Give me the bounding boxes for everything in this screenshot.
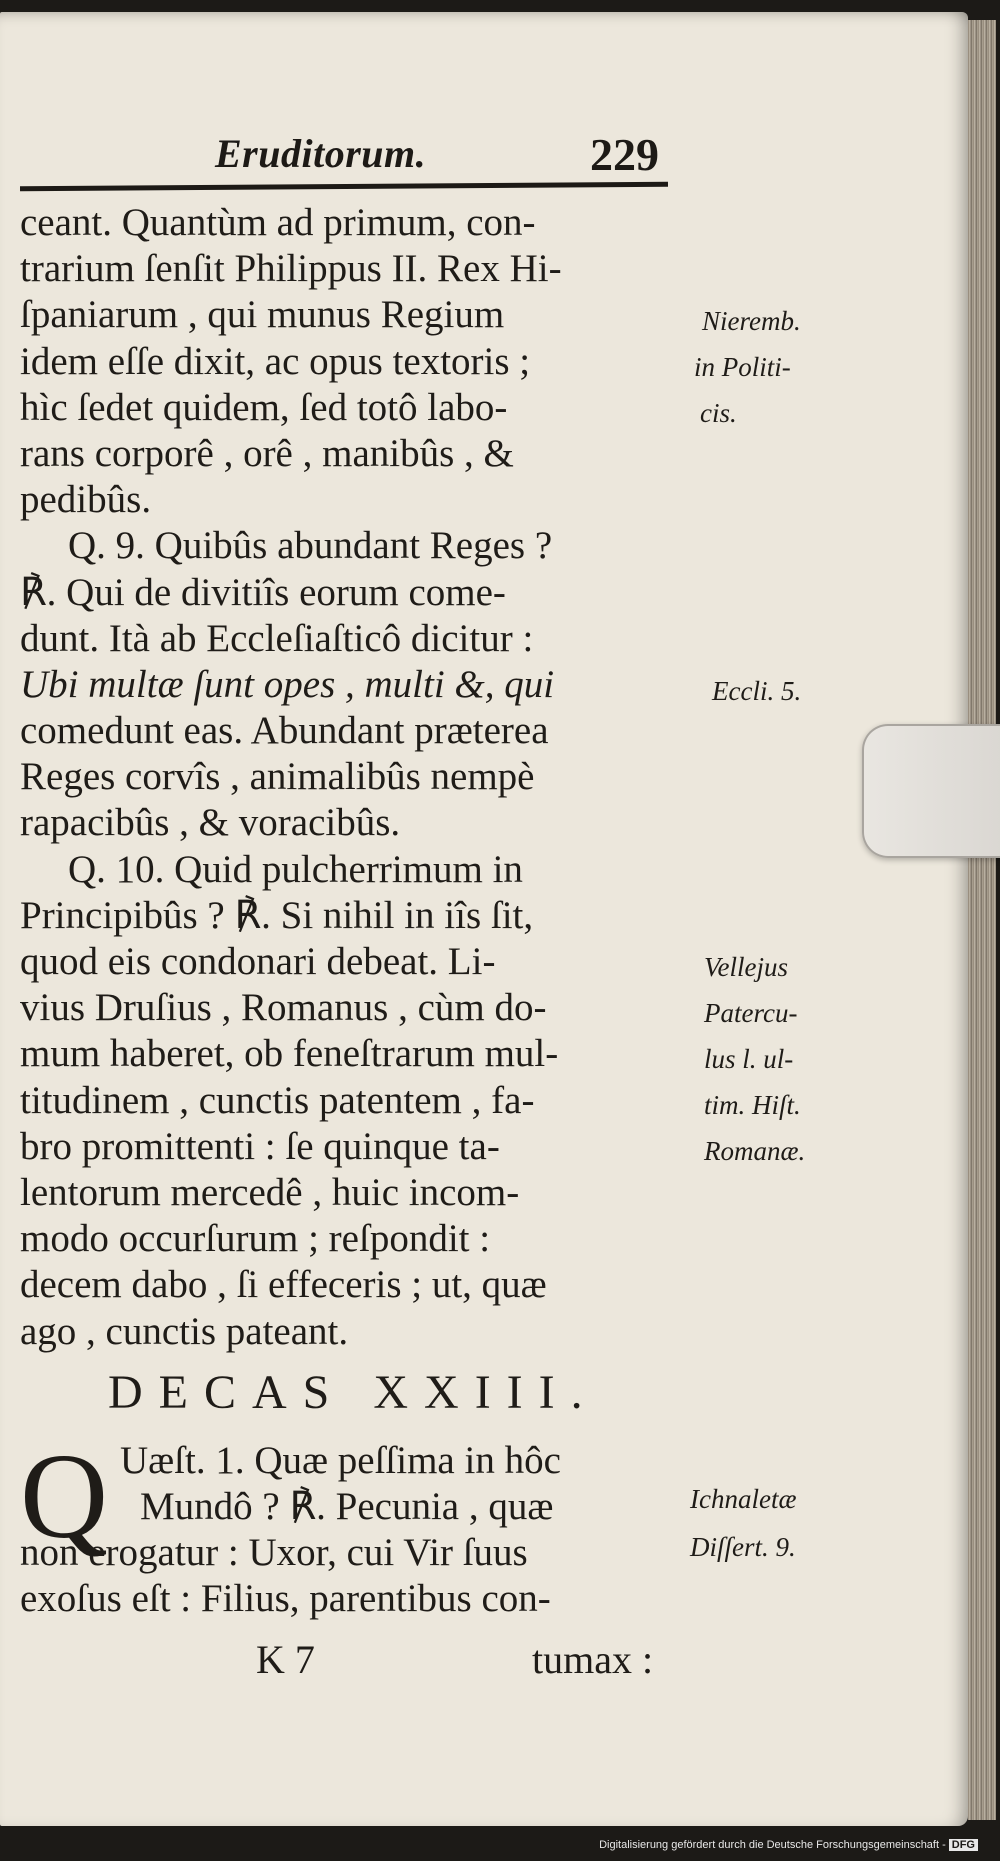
quote-line: Ubi multæ ſunt opes , multi &, qui <box>20 662 555 706</box>
margin-note: Patercu- <box>704 998 798 1028</box>
text-line: idem eſſe dixit, ac opus textoris ; <box>20 339 531 383</box>
section-heading: DECAS XXIII. <box>108 1366 599 1419</box>
margin-note: Vellejus <box>704 952 788 982</box>
text-line: comedunt eas. Abundant præterea <box>20 709 549 753</box>
question-line: Q. 9. Quibûs abundant Reges ? <box>68 524 553 568</box>
text-line: Reges corvîs , animalibûs nempè <box>20 755 535 799</box>
text-line: trarium ſenſit Philippus II. Rex Hi- <box>20 247 562 291</box>
text-line: Mundô ? ℟. Pecunia , quæ <box>140 1485 554 1529</box>
margin-note: Diſſert. 9. <box>690 1532 796 1562</box>
text-line: modo occurſurum ; reſpondit : <box>20 1217 491 1261</box>
text-line: ſpaniarum , qui munus Regium <box>20 293 505 337</box>
text-line: Principibûs ? ℟. Si nihil in iîs ſit, <box>20 893 534 937</box>
text-line: ℟. Qui de divitiîs eorum come- <box>20 570 506 614</box>
text-line: rapacibûs , & voracibûs. <box>20 801 401 845</box>
text-line: mum haberet, ob feneſtrarum mul- <box>20 1032 559 1076</box>
text-line: vius Druſius , Romanus , cùm do- <box>20 986 547 1030</box>
text-line: lentorum mercedê , huic incom- <box>20 1170 520 1214</box>
margin-note: in Politi- <box>694 352 791 382</box>
drop-cap-text <box>120 1438 680 1530</box>
credit-text: Digitalisierung gefördert durch die Deutsche Forschungsgemeinschaft - <box>599 1839 946 1851</box>
margin-note: lus l. ul- <box>704 1044 794 1074</box>
text-line: titudinem , cunctis patentem , fa- <box>20 1078 535 1122</box>
digitization-credit <box>595 1837 982 1853</box>
dfg-logo: DFG <box>949 1839 978 1851</box>
body-text <box>20 200 700 1355</box>
margin-note: Nieremb. <box>702 306 801 336</box>
text-line: non erogatur : Uxor, cui Vir ſuus <box>20 1531 528 1574</box>
margin-note: Romanæ. <box>704 1136 806 1166</box>
text-line: rans corporê , orê , manibûs , & <box>20 431 514 475</box>
margin-note: Eccli. 5. <box>712 676 802 706</box>
margin-note: tim. Hiſt. <box>704 1090 801 1120</box>
text-line: ceant. Quantùm ad primum, con- <box>20 201 536 244</box>
margin-note: cis. <box>700 398 737 428</box>
text-line: bro promittenti : ſe quinque ta- <box>20 1124 500 1168</box>
drop-cap: Q <box>20 1429 109 1564</box>
text-line: ago , cunctis pateant. <box>20 1309 349 1353</box>
page-clip <box>862 724 1000 858</box>
text-line: exoſus eſt : Filius, parentibus con- <box>20 1577 551 1621</box>
page-edge-stack <box>968 20 996 1820</box>
catchword: tumax : <box>532 1637 654 1682</box>
question-line: Q. 10. Quid pulcherrimum in <box>68 847 523 891</box>
signature-mark: K 7 <box>256 1637 315 1682</box>
text-line: pedibûs. <box>20 478 152 522</box>
margin-note: Ichnaletæ <box>690 1484 797 1514</box>
text-line: hìc ſedet quidem, ſed totô labo- <box>20 385 508 429</box>
text-line: dunt. Ità ab Eccleſiaſticô dicitur : <box>20 616 534 660</box>
text-line: quod eis condonari debeat. Li- <box>20 940 496 983</box>
text-line: decem dabo , ſi effeceris ; ut, quæ <box>20 1263 547 1307</box>
body-text-continued <box>20 1530 700 1622</box>
page-header <box>20 128 668 188</box>
page-number: 229 <box>590 129 659 180</box>
running-title: Eruditorum. <box>215 131 427 176</box>
text-line: Uæſt. 1. Quæ peſſima in hôc <box>120 1439 561 1482</box>
